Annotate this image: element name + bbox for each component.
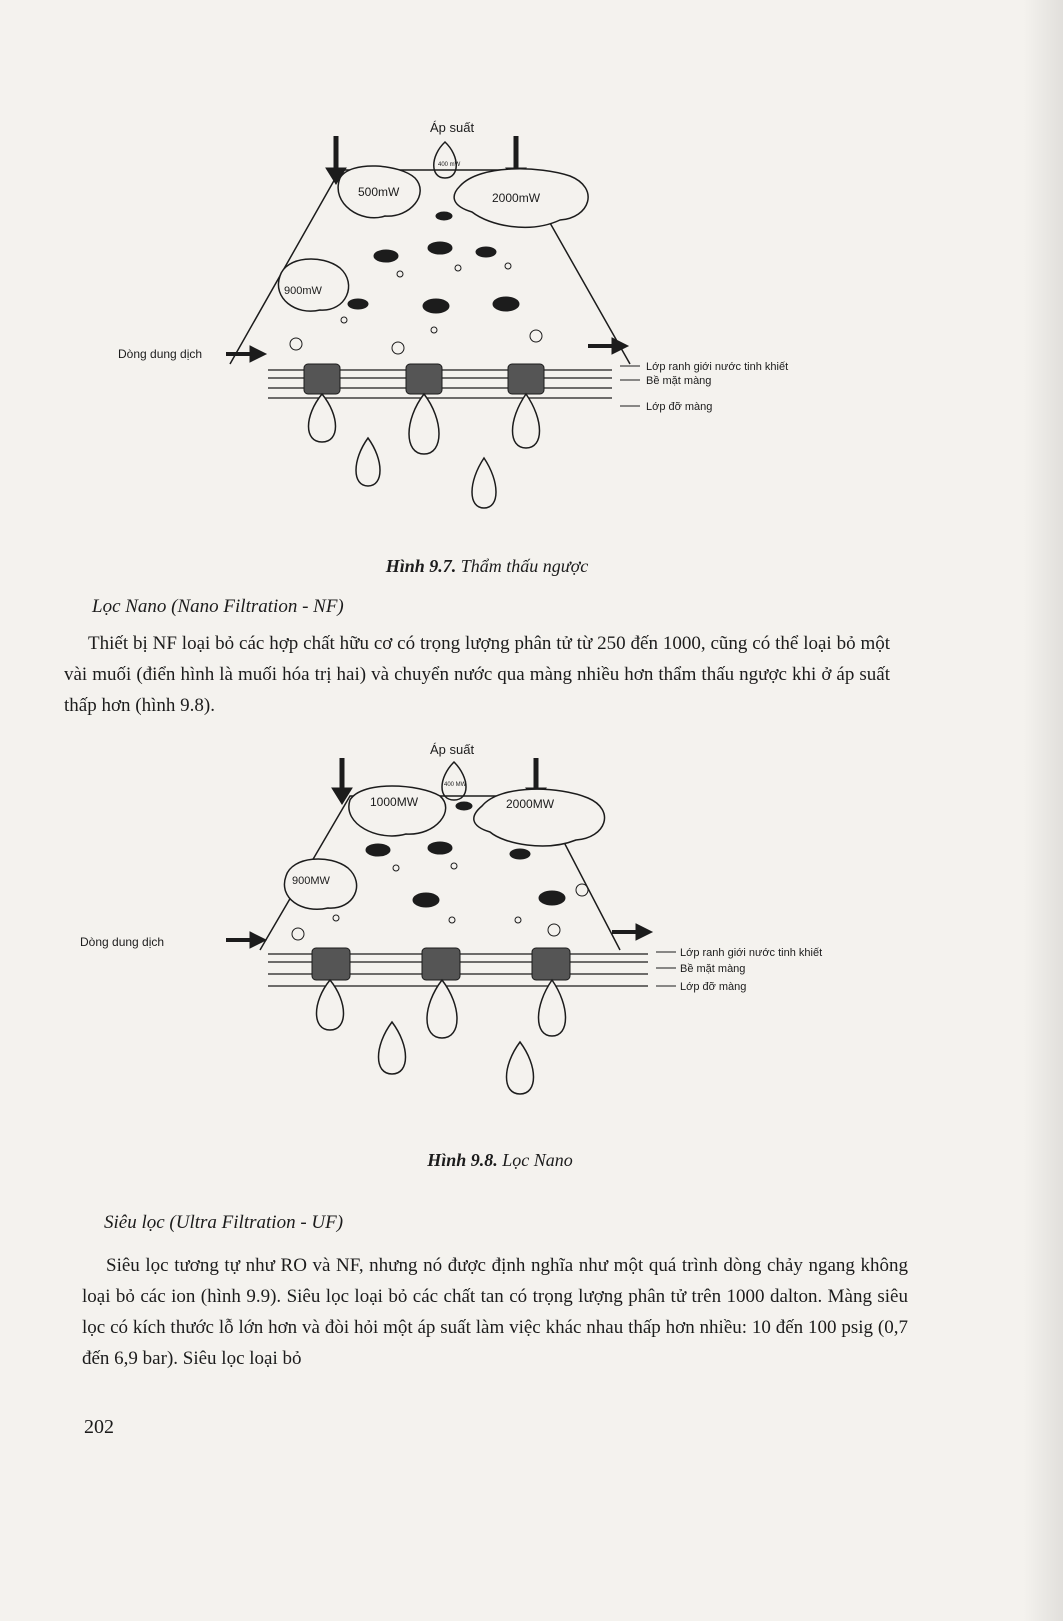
flow-arrow-out xyxy=(612,924,652,940)
flow-arrow-in xyxy=(226,932,266,948)
svg-text:Lớp đỡ màng: Lớp đỡ màng xyxy=(680,981,747,993)
svg-text:Lớp đỡ màng: Lớp đỡ màng xyxy=(646,401,713,413)
small-drop-icon xyxy=(442,762,466,800)
svg-text:400 mW: 400 mW xyxy=(438,162,461,168)
water-drops xyxy=(309,394,540,508)
flow-arrow-out xyxy=(588,338,628,354)
membrane-pores xyxy=(312,948,570,980)
membrane-pores xyxy=(304,364,544,394)
pressure-label: Áp suất xyxy=(430,742,475,757)
svg-text:900MW: 900MW xyxy=(292,875,330,887)
flow-label: Dòng dung dịch xyxy=(118,347,203,361)
svg-text:2000MW: 2000MW xyxy=(506,797,555,811)
svg-text:2000mW: 2000mW xyxy=(492,191,541,205)
svg-text:Lớp ranh giới nước tinh khiết: Lớp ranh giới nước tinh khiết xyxy=(646,361,789,373)
section-heading: Siêu lọc (Ultra Filtration - UF) xyxy=(104,1212,344,1233)
blob-1000mw xyxy=(349,786,446,836)
layer-labels xyxy=(620,361,788,413)
svg-text:400 MW: 400 MW xyxy=(444,782,467,788)
figure-nano-filtration xyxy=(80,740,880,1120)
svg-text:500mW: 500mW xyxy=(358,185,400,199)
svg-text:1000MW: 1000MW xyxy=(370,795,419,809)
svg-text:Bề mặt màng: Bề mặt màng xyxy=(646,375,712,387)
layer-labels xyxy=(656,947,822,993)
figure-reverse-osmosis xyxy=(100,108,860,528)
page-edge-shadow xyxy=(1023,0,1063,1621)
water-drops xyxy=(317,980,566,1094)
section-heading: Lọc Nano (Nano Filtration - NF) xyxy=(92,596,344,617)
figure-caption: Hình 9.8. Lọc Nano xyxy=(427,1150,573,1170)
figure-caption: Hình 9.7. Thẩm thấu ngược xyxy=(385,556,589,576)
section-paragraph: Siêu lọc tương tự như RO và NF, nhưng nó được định nghĩa như một quá trình dòng chảy ngang không loại bỏ các ion (hình 9.9). Siêu lọc loại bỏ các chất tan có trọng lượng phân tử trên 1000 dalton. Màng siêu lọc có kích thước lỗ lớn hơn và đòi hỏi một áp suất làm việc khác nhau thấp hơn nhiều: 10 đến 100 psig (0,7 đến 6,9 bar). Siêu lọc loại bỏ xyxy=(82,1255,908,1369)
section-paragraph: Thiết bị NF loại bỏ các hợp chất hữu cơ có trọng lượng phân tử từ 250 đến 1000, cũng có thể loại bỏ một vài muối (điển hình là muối hóa trị hai) và chuyển nước qua màng nhiều hơn thẩm thấu ngược khi ở áp suất thấp hơn (hình 9.8). xyxy=(64,633,890,716)
pressure-label: Áp suất xyxy=(430,120,475,135)
flow-label: Dòng dung dịch xyxy=(80,935,165,949)
svg-text:900mW: 900mW xyxy=(284,285,322,297)
svg-text:Lớp ranh giới nước tinh khiết: Lớp ranh giới nước tinh khiết xyxy=(680,947,823,959)
svg-text:Bề mặt màng: Bề mặt màng xyxy=(680,963,746,975)
page-number: 202 xyxy=(84,1416,114,1438)
small-drop-icon xyxy=(434,142,457,178)
